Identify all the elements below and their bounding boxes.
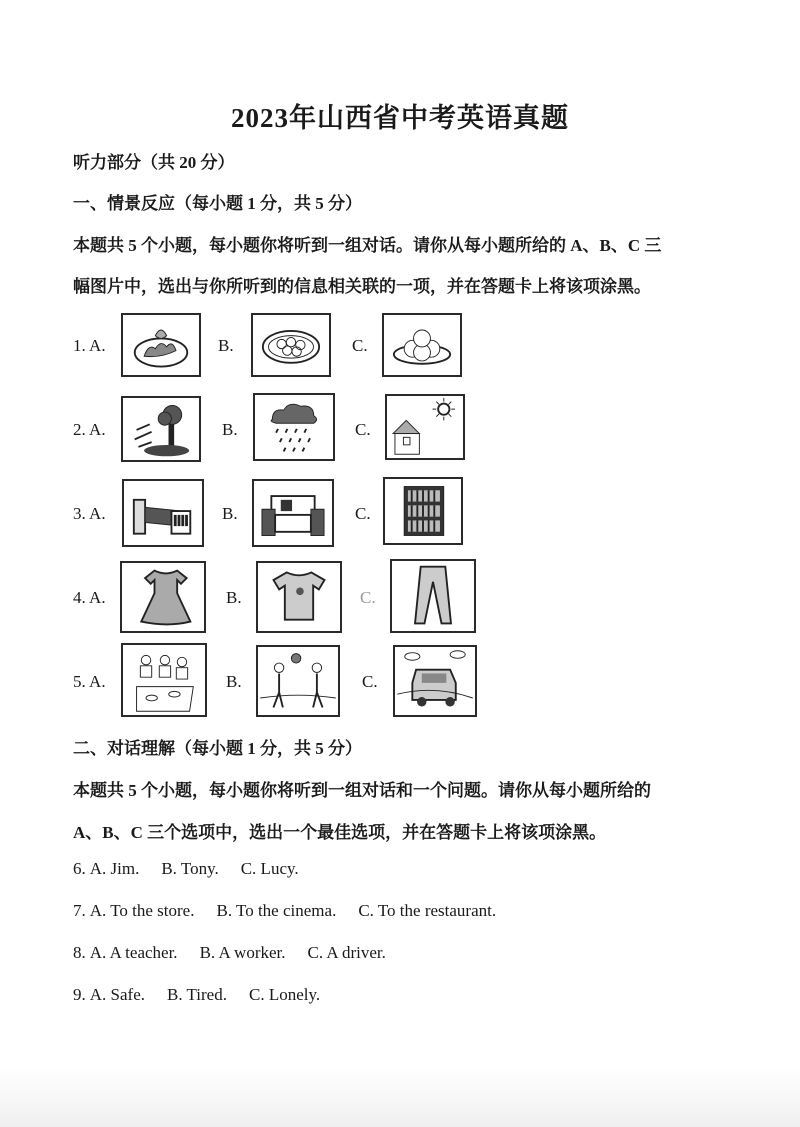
q8-option-a[interactable]: A. A teacher. (89, 943, 178, 962)
q9-option-c[interactable]: C. Lonely. (248, 985, 321, 1004)
q1-a-label: 1. A. (73, 336, 106, 355)
sunny-house-icon[interactable] (385, 394, 465, 460)
plate-of-food-icon[interactable] (251, 313, 331, 377)
q6-number: 6. (73, 859, 86, 878)
section1-heading: 一、情景反应（每小题 1 分，共 5 分） (73, 194, 362, 213)
q6-option-b[interactable]: B. Tony. (161, 859, 219, 878)
q8-option-c[interactable]: C. A driver. (307, 943, 386, 962)
question-6 (73, 859, 321, 879)
windy-tree-icon[interactable] (121, 396, 201, 462)
q8-option-b[interactable]: B. A worker. (199, 943, 286, 962)
section2-heading: 二、对话理解（每小题 1 分，共 5 分） (73, 739, 362, 758)
q3-c-label: C. (355, 504, 371, 523)
rain-cloud-icon[interactable] (253, 393, 335, 461)
q9-option-a[interactable]: A. Safe. (89, 985, 145, 1004)
q9-option-b[interactable]: B. Tired. (166, 985, 227, 1004)
playing-ball-icon[interactable] (256, 645, 340, 717)
q3-a-label: 3. A. (73, 504, 106, 523)
q5-a-label: 5. A. (73, 672, 106, 691)
q2-a-label: 2. A. (73, 420, 106, 439)
section2-instruction-line1: 本题共 5 个小题，每小题你将听到一组对话和一个问题。请你从每小题所给的 (73, 781, 651, 800)
q5-b-label: B. (226, 672, 242, 691)
section1-instruction-line1: 本题共 5 个小题，每小题你将听到一组对话。请你从每小题所给的 A、B、C 三 (73, 236, 662, 255)
q6-option-c[interactable]: C. Lucy. (240, 859, 299, 878)
question-9 (73, 985, 342, 1005)
q7-option-a[interactable]: A. To the store. (89, 901, 195, 920)
q1-b-label: B. (218, 336, 234, 355)
q4-b-label: B. (226, 588, 242, 607)
q8-number: 8. (73, 943, 86, 962)
q6-option-a[interactable]: A. Jim. (89, 859, 140, 878)
section1-instruction-line2: 幅图片中，选出与你所听到的信息相关联的一项，并在答题卡上将该项涂黑。 (73, 277, 651, 296)
page-title: 2023年山西省中考英语真题 (231, 103, 569, 133)
q1-c-label: C. (352, 336, 368, 355)
q3-b-label: B. (222, 504, 238, 523)
trousers-icon[interactable] (390, 559, 476, 633)
question-7 (73, 901, 518, 921)
q2-b-label: B. (222, 420, 238, 439)
q4-a-label: 4. A. (73, 588, 106, 607)
listening-heading: 听力部分（共 20 分） (73, 153, 235, 172)
q5-c-label: C. (362, 672, 378, 691)
t-shirt-icon[interactable] (256, 561, 342, 633)
bookcase-icon[interactable] (383, 477, 463, 545)
dumplings-plate-icon[interactable] (121, 313, 201, 377)
page-bottom-shadow (0, 1067, 800, 1127)
armchair-icon[interactable] (252, 479, 334, 547)
q7-number: 7. (73, 901, 86, 920)
q7-option-c[interactable]: C. To the restaurant. (358, 901, 497, 920)
car-trip-icon[interactable] (393, 645, 477, 717)
q4-c-label: C. (360, 588, 376, 607)
q2-c-label: C. (355, 420, 371, 439)
question-8 (73, 943, 408, 963)
section2-instruction-line2: A、B、C 三个选项中，选出一个最佳选项，并在答题卡上将该项涂黑。 (73, 823, 607, 842)
q9-number: 9. (73, 985, 86, 1004)
steamed-buns-icon[interactable] (382, 313, 462, 377)
q7-option-b[interactable]: B. To the cinema. (216, 901, 337, 920)
picnic-icon[interactable] (121, 643, 207, 717)
dress-icon[interactable] (120, 561, 206, 633)
bed-icon[interactable] (122, 479, 204, 547)
